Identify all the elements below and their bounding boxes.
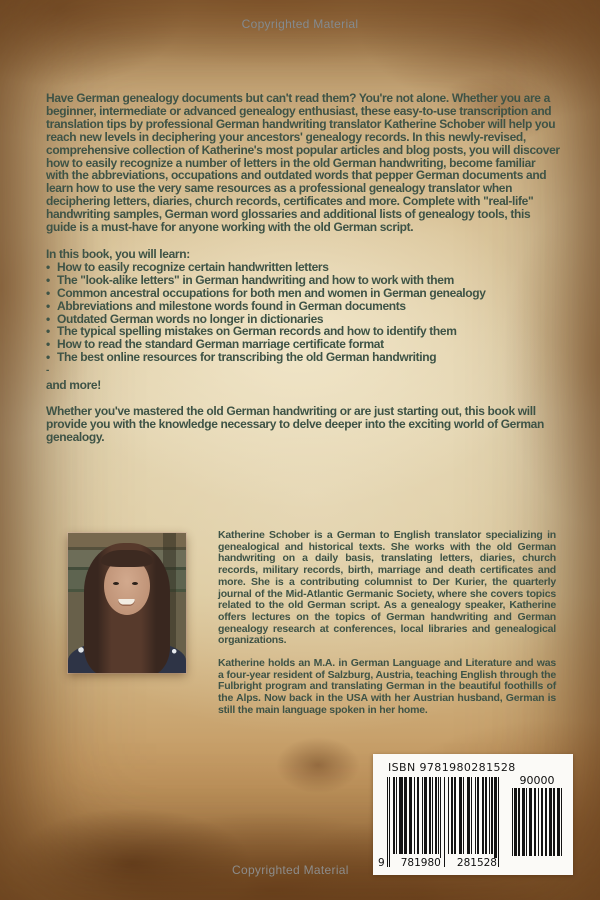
stray-bullet-mark: - — [46, 365, 49, 377]
copyright-notice-bottom: Copyrighted Material — [232, 863, 349, 877]
ean-barcode-digits: 9 781980 281528 — [378, 857, 497, 869]
author-bio-paragraph-2: Katherine holds an M.A. in German Language and Literature and was a four-year resident of Salzburg, Austria, teaching English through the Fulbright program and translating German in the beautiful foothills of the Alps. Now back in the USA with her Austrian husband, German is still the main language spoken in her home. — [218, 657, 556, 716]
isbn-barcode-panel — [373, 754, 573, 875]
photo-eye-left — [113, 582, 119, 585]
isbn-number-label: ISBN 9781980281528 — [388, 761, 516, 774]
supplement-barcode — [512, 774, 562, 867]
closing-paragraph: Whether you've mastered the old German handwriting or are just starting out, this book will provide you with the knowledge necessary to delve deeper into the exciting world of German genealogy. — [46, 404, 544, 444]
photo-hairline — [101, 550, 153, 567]
author-bio-paragraph-1: Katherine Schober is a German to English translator specializing in genealogical and historical texts. She works with the old German handwriting on a daily basis, translating letters, diaries, church records, military records, birth, marriage and death certificates and more. She is a contributing columnist to Der Kurier, the quarterly journal of the Mid-Atlantic Germanic Society, where she covers topics related to the old German script. As a genealogy speaker, Katherine offers lectures on the topics of German handwriting and German genealogy research at conferences, local libraries and genealogical organizations. — [218, 529, 556, 647]
learn-list — [46, 261, 560, 364]
learn-list-intro: In this book, you will learn: — [46, 246, 190, 261]
photo-smile — [118, 599, 135, 606]
ean-barcode — [378, 777, 499, 869]
copyright-notice-top: Copyrighted Material — [241, 17, 359, 31]
supplement-code: 90000 — [519, 774, 555, 787]
learn-list-item: • How to easily recognize certain handwritten letters — [46, 259, 329, 274]
learn-list-item: • Outdated German words no longer in dictionaries — [46, 311, 324, 326]
learn-list-item: • Abbreviations and milestone words found in German documents — [46, 298, 406, 313]
author-bio-section — [218, 530, 556, 717]
photo-eye-right — [132, 582, 138, 585]
learn-list-item: • How to read the standard German marriage certificate format — [46, 337, 384, 352]
ean-barcode-bars — [387, 777, 499, 867]
learn-list-item: • The best online resources for transcribing the old German handwriting — [46, 350, 437, 365]
and-more-line: and more! — [46, 378, 101, 393]
author-photo — [68, 533, 186, 673]
book-description — [46, 92, 560, 444]
learn-list-item: • The typical spelling mistakes on German records and how to identify them — [46, 324, 457, 339]
learn-list-item: • The "look-alike letters" in German handwriting and how to work with them — [46, 272, 454, 287]
description-paragraph: Have German genealogy documents but can't read them? You're not alone. Whether you are a beginner, intermediate or advanced genealogy enthusiast, these easy-to-use transcription and translation tips by professional German handwriting translator Katherine Schober will help you reach new levels in deciphering your ancestors' genealogy records. In this newly-revised, comprehensive collection of Katherine's most popular articles and blog posts, you will discover how to easily recognize a number of letters in the old German handwriting, become familiar with the abbreviations, occupations and outdated words that pepper German documents and learn how to use the very same resources as a professional genealogy translator when deciphering letters, diaries, church records, certificates and more. Complete with "real-life" handwriting samples, German word glossaries and additional lists of genealogy tools, this guide is a must-have for anyone working with the old German script. — [46, 91, 560, 235]
supplement-barcode-bars — [512, 788, 562, 856]
learn-list-item: • Common ancestral occupations for both men and women in German genealogy — [46, 285, 486, 300]
